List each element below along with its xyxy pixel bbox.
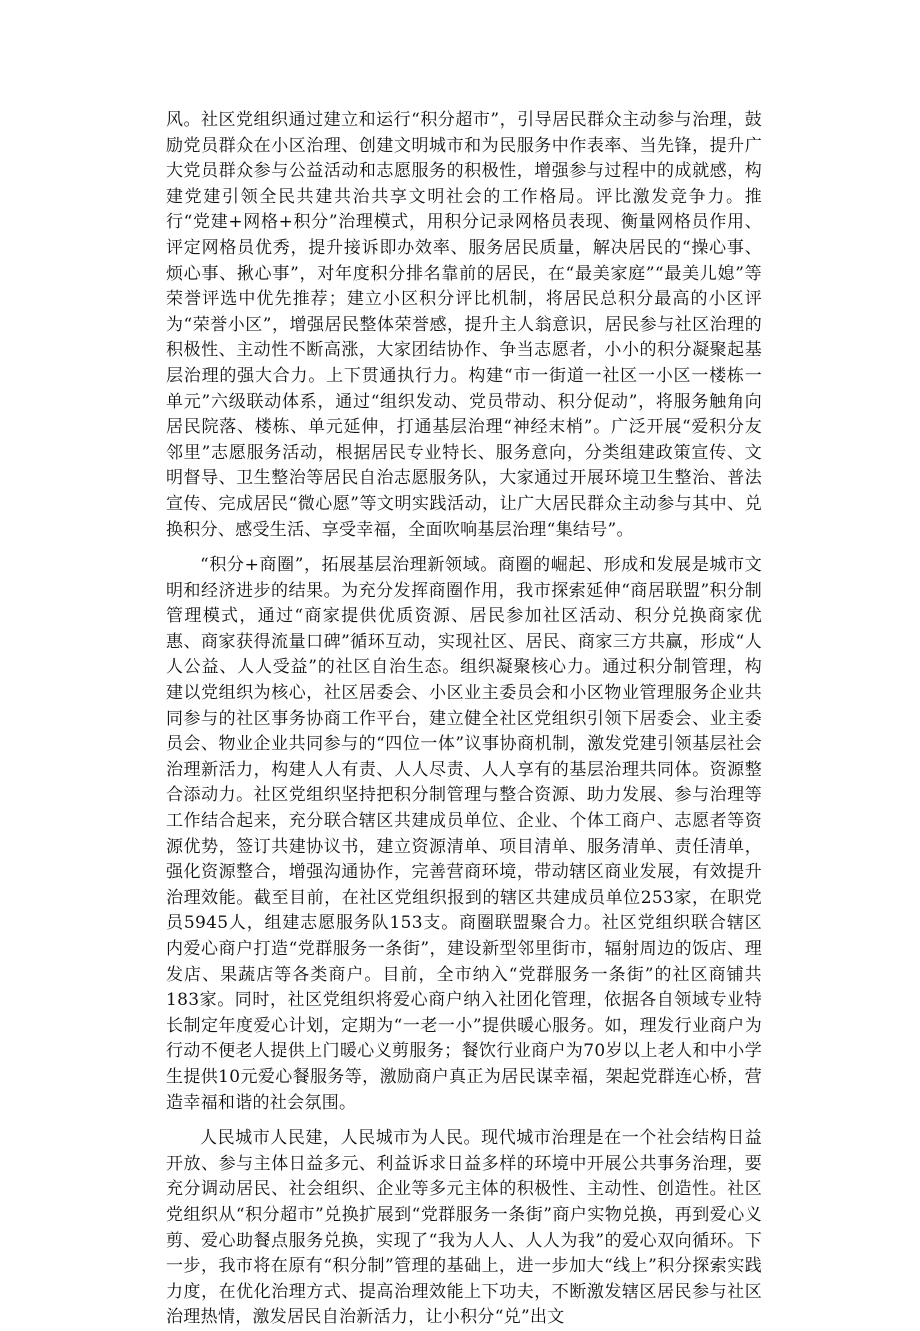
paragraph-2: “积分+商圈”，拓展基层治理新领域。商圈的崛起、形成和发展是城市文明和经济进步的结果。为充分发挥商圈作用，我市探索延伸“商居联盟”积分制管理模式，通过“商家提供优质资源、居民参加社区活动、积分兑换商家优惠、商家获得流量口碑”循环互动，实现社区、居民、商家三方共赢，形成“人人公益、人人受益”的社区自治生态。组织凝聚核心力。通过积分制管理，构建以党组织为核心，社区居委会、小区业主委员会和小区物业管理服务企业共同参与的社区事务协商工作平台，建立健全社区党组织引领下居委会、业主委员会、物业企业共同参与的“四位一体”议事协商机制，激发党建引领基层社会治理新活力，构建人人有责、人人尽责、人人享有的基层治理共同体。资源整合添动力。社区党组织坚持把积分制管理与整合资源、助力发展、参与治理等工作结合起来，充分联合辖区共建成员单位、企业、个体工商户、志愿者等资源优势，签订共建协议书，建立资源清单、项目清单、服务清单、责任清单，强化资源整合，增强沟通协作，完善营商环境，带动辖区商业发展，有效提升治理效能。截至目前，在社区党组织报到的辖区共建成员单位253家，在职党员5945人，组建志愿服务队153支。商圈联盟聚合力。社区党组织联合辖区内爱心商户打造“党群服务一条街”，建设新型邻里街市，辐射周边的饭店、理发店、果蔬店等各类商户。目前，全市纳入“党群服务一条街”的社区商铺共183家。同时，社区党组织将爱心商户纳入社团化管理，依据各自领域专业特长制定年度爱心计划，定期为“一老一小”提供暖心服务。如，理发行业商户为行动不便老人提供上门暖心义剪服务；餐饮行业商户为70岁以上老人和中小学生提供10元爱心餐服务等，激励商户真正为居民谋幸福，架起党群连心桥，营造幸福和谐的社会氛围。: [166, 555, 762, 1113]
paragraph-1: 风。社区党组织通过建立和运行“积分超市”，引导居民群众主动参与治理，鼓励党员群众在小区治理、创建文明城市和为民服务中作表率、当先锋，提升广大党员群众参与公益活动和志愿服务的积极性，增强参与过程中的成就感，构建党建引领全民共建共治共享文明社会的工作格局。评比激发竞争力。推行“党建+网格+积分”治理模式，用积分记录网格员表现、衡量网格员作用、评定网格员优秀，提升接诉即办效率、服务居民质量，解决居民的“操心事、烦心事、揪心事”，对年度积分排名靠前的居民，在“最美家庭”“最美儿媳”等荣誉评选中优先推荐；建立小区积分评比机制，将居民总积分最高的小区评为“荣誉小区”，增强居民整体荣誉感，提升主人翁意识，居民参与社区治理的积极性、主动性不断高涨，大家团结协作、争当志愿者，小小的积分凝聚起基层治理的强大合力。上下贯通执行力。构建“市一街道一社区一小区一楼栋一单元”六级联动体系，通过“组织发动、党员带动、积分促动”，将服务触角向居民院落、楼栋、单元延伸，打通基层治理“神经末梢”。广泛开展“爱积分友邻里”志愿服务活动，根据居民专业特长、服务意向，分类组建政策宣传、文明督导、卫生整治等居民自治志愿服务队，大家通过开展环境卫生整治、普法宣传、完成居民“微心愿”等文明实践活动，让广大居民群众主动参与其中、兑换积分、感受生活、享受幸福，全面吹响基层治理“集结号”。: [166, 110, 762, 540]
paragraph-3: 人民城市人民建，人民城市为人民。现代城市治理是在一个社会结构日益开放、参与主体日益多元、利益诉求日益多样的环境中开展公共事务治理，要充分调动居民、社会组织、企业等多元主体的积极性、主动性、创造性。社区党组织从“积分超市”兑换扩展到“党群服务一条街”商户实物兑换，再到爱心义剪、爱心助餐点服务兑换，实现了“我为人人、人人为我”的爱心双向循环。下一步，我市将在原有“积分制”管理的基础上，进一步加大“线上”积分探索实践力度，在优化治理方式、提高治理效能上下功夫，不断激发辖区居民参与社区治理热情，激发居民自治新活力，让小积分“兑”出文: [166, 1128, 762, 1328]
document-page: [166, 108, 762, 1331]
